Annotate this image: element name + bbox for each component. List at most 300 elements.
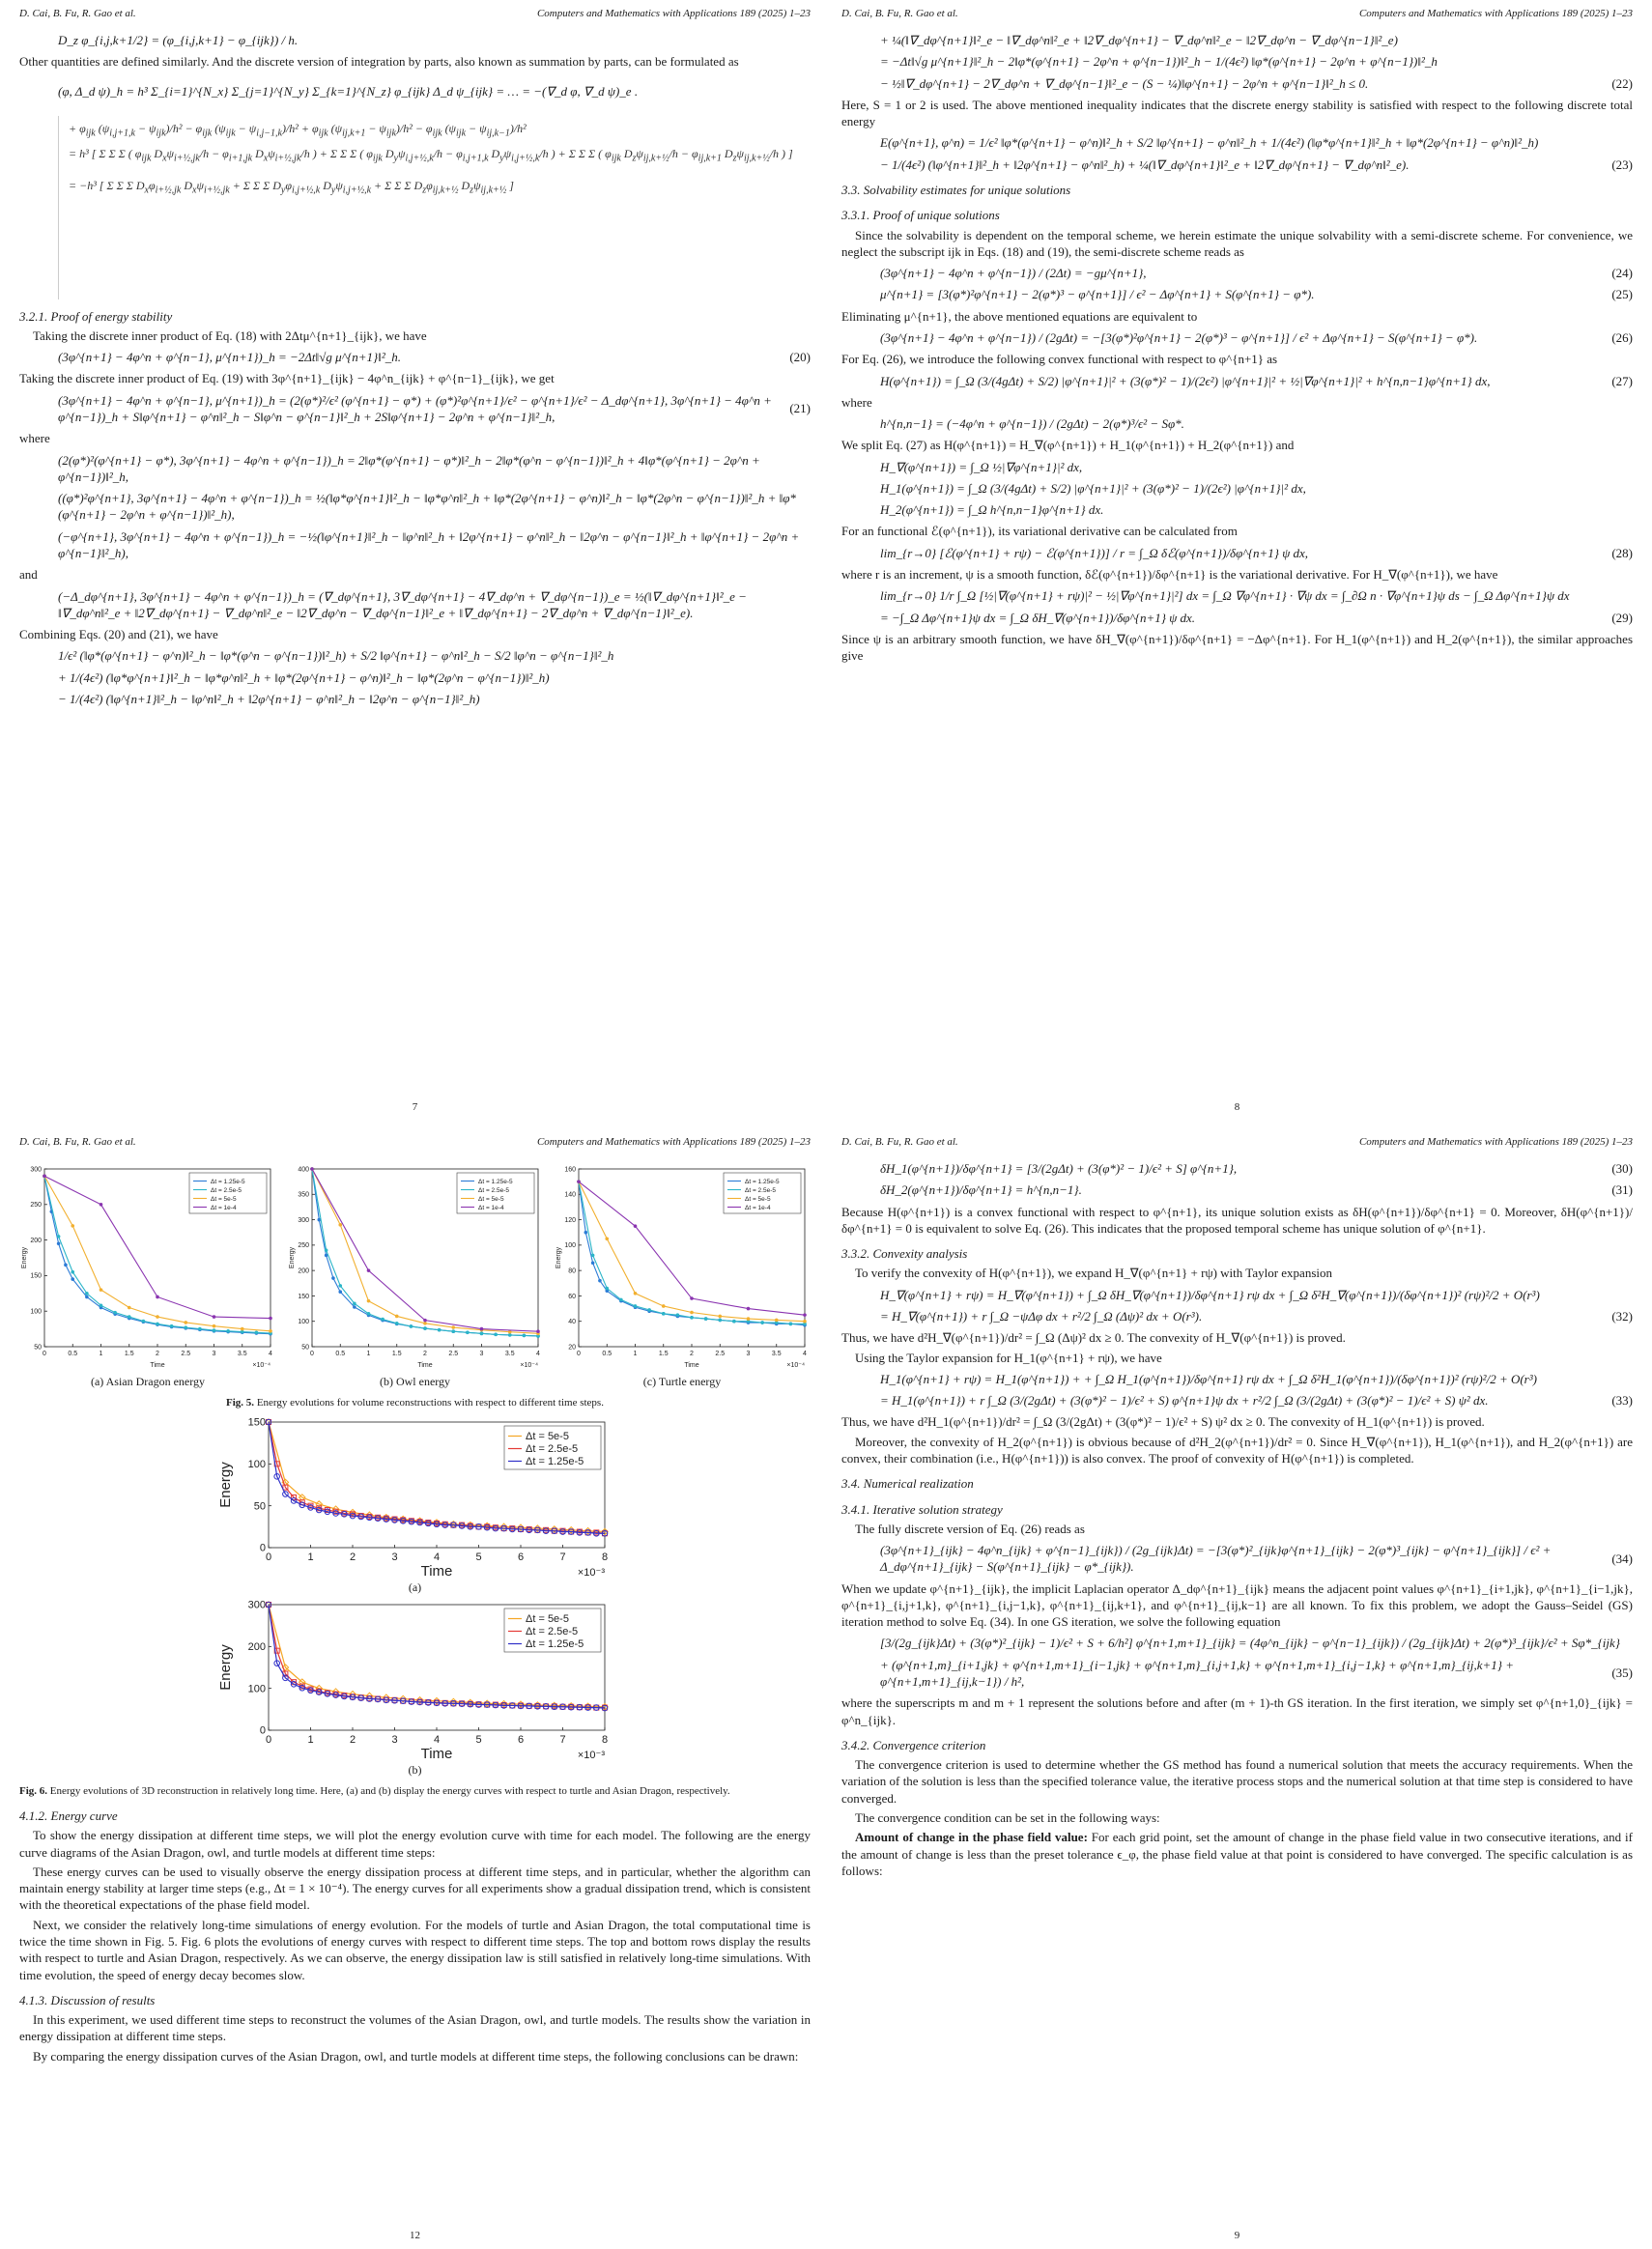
data-point [479, 1327, 483, 1331]
data-point [128, 1315, 131, 1319]
data-point [57, 1241, 61, 1245]
data-point [704, 1317, 708, 1321]
data-point [634, 1304, 638, 1308]
equation: H_2(φ^{n+1}) = ∫_Ω h^{n,n−1}φ^{n+1} dx. [880, 502, 1104, 518]
paragraph: For Eq. (26), we introduce the following convex functional with respect to φ^{n+1} as [841, 352, 1278, 367]
x-tick-label: 0.5 [334, 1351, 345, 1357]
legend-label: Δt = 2.5e-5 [745, 1186, 776, 1194]
y-tick-label: 50 [253, 1499, 266, 1512]
equation: D_z φ_{i,j,k+1/2} = (φ_{i,j,k+1} − φ_{ijk}) / h. [58, 33, 299, 47]
equation-line: + $\varphi_{ijk}$ $(\psi_{i,j+1,k} - \psi_{ijk})/h^2 - \varphi_{ijk}$ $(\psi_{ijk} - \psi_{i,j-1,k})/h^2 + \varphi_{ijk}$ $(\psi_{ij,k+1} - \psi_{ijk})/h^2 - \varphi_{ijk}$ $(\psi_{ijk} - \psi_{ij,k-1})/h^2$ [69, 121, 527, 138]
x-tick-label: 7 [558, 1551, 566, 1563]
x-axis-label: Time [150, 1362, 165, 1369]
header-journal: Computers and Mathematics with Applications 189 (2025) 1–23 [536, 8, 811, 19]
x-tick-label: 3 [390, 1551, 398, 1563]
figure-5c [554, 1161, 811, 1390]
paragraph: and [19, 567, 38, 583]
figure-5a [19, 1161, 276, 1390]
y-tick-label: 250 [297, 1242, 309, 1250]
data-point [269, 1329, 272, 1333]
paragraph: Next, we consider the relatively long-time simulations of energy evolution. For the models of turtle and Asian Dragon, the total computational time is twice the time shown in Fig. 5. Fig. 6 plots the evolutions of energy curves with respect to different time steps. The top and bottom rows display the results with respect to turtle and Asian Dragon, respectively. As we can observe, the energy dissipation law is still satisfied in relatively long-time simulations. With time evolution, the speed of energy decay becomes slow. [19, 1917, 811, 1982]
equation-24: (3φ^{n+1} − 4φ^n + φ^{n−1}) / (2Δt) = −gμ^{n+1}, (24) [880, 266, 1633, 281]
x-tick-label: 7 [558, 1734, 566, 1747]
equation: 1/ϵ² (‖φ*(φ^{n+1} − φ^n)‖²_h − ‖φ*(φ^n − φ^{n−1})‖²_h) + S/2 ‖φ^{n+1} − φ^n‖²_h − S/2 ‖φ^n − φ^{n−1}‖²_h [58, 648, 614, 664]
y-tick-label: 0 [259, 1725, 266, 1738]
subfigure-caption: (b) Owl energy [379, 1374, 451, 1388]
y-tick-label: 100 [30, 1308, 42, 1316]
data-point [591, 1254, 595, 1258]
running-header [841, 8, 1633, 19]
equation-line: = h³ [ Σ Σ Σ ( $\varphi_{ijk}$ $D_x\psi_{i+\frac{1}{2},jk}/h - \varphi_{i+1,jk}$ $D_x\psi_{i+\frac{1}{2},jk}/h$ ) + Σ Σ Σ ( $\varphi_{ijk}$ $D_y\psi_{i,j+\frac{1}{2},k}/h - \varphi_{i,j+1,k}$ $D_y\psi_{i,j+\frac{1}{2},k}/h$ ) + Σ Σ Σ ( $\varphi_{ijk}$ $D_z\psi_{ij,k+\frac{1}{2}}/h - \varphi_{ij,k+1}$ $D_z\psi_{ij,k+\frac{1}{2}}/h$ ) ] [69, 147, 793, 164]
chart-turtle-long-time [213, 1416, 618, 1579]
y-tick-label: 40 [568, 1319, 576, 1326]
data-point [142, 1320, 146, 1324]
data-point [113, 1311, 117, 1315]
paragraph: The convergence condition can be set in the following ways: [855, 1810, 1160, 1825]
legend-label: Δt = 1.25e-5 [211, 1178, 245, 1185]
y-tick-label: 50 [34, 1344, 42, 1352]
legend-label: Δt = 2.5e-5 [525, 1442, 578, 1455]
section-heading: 3.3.2. Convexity analysis [841, 1246, 968, 1262]
y-tick-label: 60 [568, 1293, 576, 1300]
data-point [394, 1315, 398, 1319]
figure-5 [19, 1161, 811, 1390]
data-point [789, 1323, 793, 1326]
data-point [451, 1325, 455, 1329]
equation-28: lim_{r→0} [ℰ(φ^{n+1} + rψ) − ℰ(φ^{n+1})] / r = ∫_Ω δℰ(φ^{n+1})/δφ^{n+1} ψ dx, (28) [880, 545, 1633, 560]
paragraph: The fully discrete version of Eq. (26) reads as [855, 1521, 1085, 1536]
x-tick-label: 2.5 [181, 1351, 191, 1357]
paragraph: When we update φ^{n+1}_{ijk}, the implicit Laplacian operator Δ_dφ^{n+1}_{ijk} means the adjacent point values φ^{n+1}_{i+1,jk}, φ^{n+1}_{i−1,jk}, φ^{n+1}_{i,j+1,k}, φ^{n+1}_{i,j−1,k}, φ^{n+1}_{ij,k+1}, and φ^{n+1}_{ij,k−1} are all known. To fix this problem, we adopt the Gauss–Seidel (GS) iteration method to solve Eq. (34). In one GS iteration, we solve the following equation [841, 1580, 1633, 1630]
data-point [100, 1203, 103, 1207]
section-heading: 3.4.1. Iterative solution strategy [841, 1501, 1003, 1517]
y-tick-label: 300 [30, 1166, 42, 1174]
legend-label: Δt = 5e-5 [745, 1195, 771, 1203]
data-point [100, 1288, 103, 1292]
x-tick-label: 0 [43, 1351, 46, 1357]
y-tick-label: 150 [247, 1416, 266, 1429]
equation: lim_{r→0} 1/r ∫_Ω [½|∇(φ^{n+1} + rψ)|² − ½|∇φ^{n+1}|²] dx = ∫_Ω ∇φ^{n+1} · ∇ψ dx = ∫_∂Ω n · ∇φ^{n+1}ψ ds − ∫_Ω Δφ^{n+1}ψ dx [880, 588, 1570, 604]
paragraph: Taking the discrete inner product of Eq. (19) with 3φ^{n+1}_{ijk} − 4φ^n_{ijk} + φ^{n−1}_{ijk}, we get [19, 371, 555, 386]
x-tick-label: 3 [390, 1734, 398, 1747]
data-point [676, 1313, 680, 1317]
section-heading: 3.3.1. Proof of unique solutions [841, 208, 1000, 223]
data-point [605, 1287, 609, 1291]
x-tick-label: 2.5 [447, 1351, 458, 1357]
data-point [156, 1315, 159, 1319]
data-point [366, 1312, 370, 1316]
data-point [366, 1268, 370, 1272]
subfigure-caption: (a) [408, 1580, 422, 1594]
x-tick-label: 0 [577, 1351, 581, 1357]
data-point [310, 1167, 314, 1171]
paragraph: where r is an increment, ψ is a smooth function, δℰ(φ^{n+1})/δφ^{n+1} is the variational derivative. For H_∇(φ^{n+1}), we have [841, 567, 1498, 583]
equation-27: H(φ^{n+1}) = ∫_Ω (3/(4gΔt) + S/2) |φ^{n+1}|² + (3(φ*)² − 1)/(2ϵ²) |φ^{n+1}|² + ½|∇φ^{n+1}|² + h^{n,n−1}φ^{n+1} dx, (27) [880, 373, 1633, 388]
data-point [338, 1290, 342, 1294]
equation-line: = −h³ [ Σ Σ Σ $D_x\varphi_{i+\frac{1}{2},jk}$ $D_x\psi_{i+\frac{1}{2},jk} + \Sigma$ Σ Σ $D_y\varphi_{i,j+\frac{1}{2},k}$ $D_y\psi_{i,j+\frac{1}{2},k} + \Sigma$ Σ Σ $D_z\varphi_{ij,k+\frac{1}{2}}$ $D_z\psi_{ij,k+\frac{1}{2}}$ ] [69, 178, 514, 196]
figure-5b [287, 1161, 544, 1390]
data-point [423, 1326, 427, 1330]
equation: H_1(φ^{n+1}) = ∫_Ω (3/(4gΔt) + S/2) |φ^{n+1}|² + (3(φ*)² − 1)/(2ϵ²) |φ^{n+1}|² dx, [880, 480, 1306, 496]
equation: (−Δ_dφ^{n+1}, 3φ^{n+1} − 4φ^n + φ^{n−1})_h = (∇_dφ^{n+1}, 3∇_dφ^{n+1} − 4∇_dφ^n + ∇_dφ^{n−1})_e = ½(‖∇_dφ^{n+1}‖²_e − ‖∇_dφ^n‖²_e + ‖2∇_dφ^{n+1} − ∇_dφ^n‖²_e − ‖2∇_dφ^n − ∇_dφ^{n−1}‖²_e + ‖∇_dφ^{n+1} − 2∇_dφ^n + ∇_dφ^{n−1}‖²_e). [58, 588, 747, 620]
data-point [184, 1321, 187, 1324]
data-point [423, 1322, 427, 1325]
page-number: 9 [1234, 2230, 1240, 2241]
paragraph: Eliminating μ^{n+1}, the above mentioned equations are equivalent to [841, 308, 1198, 324]
data-point [479, 1332, 483, 1336]
equation: H_1(φ^{n+1} + rψ) = H_1(φ^{n+1}) + + ∫_Ω H_1(φ^{n+1})/δφ^{n+1} rψ dx + ∫_Ω δ²H_1(φ^{n+1})/(δφ^{n+1})² (rψ)²/2 + O(r³) [880, 1371, 1537, 1386]
data-point [213, 1324, 216, 1328]
data-point [591, 1261, 595, 1265]
paragraph: where [841, 394, 872, 410]
data-point [100, 1304, 103, 1308]
legend-label: Δt = 1.25e-5 [477, 1178, 513, 1185]
paragraph: These energy curves can be used to visually observe the energy dissipation process at different time steps, and in particular, whether the algorithm can maintain energy stability at larger time steps (e.g., Δt = 1 × 10⁻⁴). The energy curves for all experiments show a gradual dissipation trend, which is consistent with the theoretical expectations of the phase field model. [19, 1864, 811, 1913]
equation: [3/(2g_{ijk}Δt) + (3(φ*)²_{ijk} − 1)/ϵ² + S + 6/h²] φ^{n+1,m+1}_{ijk} = (4φ^n_{ijk} − φ^{n−1}_{ijk}) / (2g_{ijk}Δt) + 2(φ*)³_{ijk}/ϵ² + Sφ*_{ijk} [880, 1636, 1620, 1651]
data-point [619, 1298, 623, 1302]
data-point [718, 1315, 722, 1319]
legend-label: Δt = 5e-5 [477, 1195, 504, 1203]
data-point [184, 1325, 187, 1329]
data-point [128, 1306, 131, 1310]
y-tick-label: 160 [564, 1166, 576, 1174]
x-multiplier: ×10⁻³ [577, 1750, 605, 1762]
data-point [466, 1330, 470, 1334]
equation-20: (3φ^{n+1} − 4φ^n + φ^{n−1}, μ^{n+1})_h = −2Δt‖√g μ^{n+1}‖²_h. (20) [58, 350, 811, 365]
data-point [605, 1237, 609, 1240]
header-journal: Computers and Mathematics with Applications 189 (2025) 1–23 [536, 1136, 811, 1148]
equation-33: = H_1(φ^{n+1}) + r ∫_Ω (3/(2gΔt) + (3(φ*)² − 1)/ϵ² + S) φ^{n+1}ψ dx + r²/2 ∫_Ω (3/(2gΔt) + (3(φ*)² − 1)/ϵ² + S) ψ² dx. (33) [880, 1393, 1633, 1409]
x-tick-label: 0 [309, 1351, 314, 1357]
page-12 [8, 1132, 822, 2245]
paragraph: Using the Taylor expansion for H_1(φ^{n+1} + rψ), we have [855, 1350, 1162, 1365]
y-tick-label: 200 [297, 1267, 309, 1275]
x-tick-label: 2 [349, 1734, 356, 1747]
equation-23: − 1/(4ϵ²) (‖φ^{n+1}‖²_h + ‖2φ^{n+1} − φ^n‖²_h) + ¼(‖∇_dφ^{n+1}‖²_e + ‖2∇_dφ^{n+1} − ∇_dφ^n‖²_e). (23) [880, 157, 1633, 172]
legend-label: Δt = 1e-4 [211, 1204, 237, 1211]
paragraph: Combining Eqs. (20) and (21), we have [19, 627, 218, 642]
x-tick-label: 5 [474, 1551, 482, 1563]
equation-block-expansion [58, 116, 811, 299]
legend-label: Δt = 2.5e-5 [525, 1626, 578, 1638]
data-point [156, 1323, 159, 1326]
x-tick-label: 6 [517, 1734, 524, 1747]
legend-label: Δt = 2.5e-5 [211, 1186, 242, 1194]
data-point [507, 1333, 511, 1337]
equation-26: (3φ^{n+1} − 4φ^n + φ^{n−1}) / (2gΔt) = −[3(φ*)²φ^{n+1} − 2(φ*)³ − φ^{n+1}] / ϵ² + Δφ^{n+1} − S(φ^{n+1} − φ*). (26) [880, 329, 1633, 345]
x-tick-label: 1.5 [391, 1351, 402, 1357]
y-tick-label: 100 [247, 1458, 266, 1470]
y-tick-label: 140 [564, 1191, 576, 1199]
x-tick-label: 2 [422, 1351, 427, 1357]
x-tick-label: 2.5 [715, 1351, 726, 1357]
x-tick-label: 3 [746, 1351, 751, 1357]
x-tick-label: 4 [803, 1351, 807, 1357]
x-tick-label: 1 [633, 1351, 638, 1357]
legend-label: Δt = 1e-4 [745, 1204, 771, 1211]
paragraph: Because H(φ^{n+1}) is a convex functional with respect to φ^{n+1}, its unique solution exists as δH(φ^{n+1})/δφ^{n+1} = 0. Moreover, δH(φ^{n+1})/δφ^{n+1} = 0 is equivalent to solve Eq. (26). This indicates that the proposed temporal scheme has unique solution of φ^{n+1}. [841, 1204, 1633, 1236]
data-point [170, 1324, 174, 1328]
data-point [494, 1333, 498, 1337]
data-point [718, 1319, 722, 1323]
x-tick-label: 4 [269, 1351, 272, 1357]
data-point [381, 1318, 385, 1322]
data-point [747, 1307, 751, 1311]
data-point [690, 1296, 694, 1300]
equation-29: = −∫_Ω Δφ^{n+1}ψ dx = ∫_Ω δH_∇(φ^{n+1})/δφ^{n+1} ψ dx. (29) [880, 610, 1633, 625]
header-authors: D. Cai, B. Fu, R. Gao et al. [841, 8, 958, 19]
y-tick-label: 150 [30, 1272, 42, 1280]
x-multiplier: ×10⁻⁴ [519, 1362, 538, 1369]
y-axis-label: Energy [216, 1461, 234, 1508]
subfigure-caption: (a) Asian Dragon energy [90, 1374, 206, 1388]
equation-35: + (φ^{n+1,m}_{i+1,jk} + φ^{n+1,m+1}_{i−1,jk} + φ^{n+1,m}_{i,j+1,k} + φ^{n+1,m+1}_{i,j−1,k} + φ^{n+1,m}_{ij,k+1} + φ^{n+1,m+1}_{ij,k−1}) / h², (35) [880, 1657, 1633, 1690]
data-point [198, 1327, 202, 1331]
equation: H_∇(φ^{n+1}) = ∫_Ω ½|∇φ^{n+1}|² dx, [880, 459, 1083, 474]
data-point [71, 1224, 74, 1228]
x-tick-label: 4 [535, 1351, 540, 1357]
data-point [584, 1231, 588, 1235]
paragraph: Other quantities are defined similarly. And the discrete version of integration by parts, also known as summation by parts, can be formulated as [19, 54, 739, 70]
data-point [598, 1279, 602, 1283]
x-tick-label: 2 [349, 1551, 356, 1563]
equation-34: (3φ^{n+1}_{ijk} − 4φ^n_{ijk} + φ^{n−1}_{ijk}) / (2g_{ijk}Δt) = −[3(φ*)²_{ijk}φ^{n+1}_{ijk} − 2(φ*)³_{ijk} − φ^{n+1}_{ijk}] / ϵ² + Δ_dφ^{n+1}_{ijk} − S(φ^{n+1}_{ijk} − φ*_{ijk}). (34) [880, 1543, 1633, 1575]
x-tick-label: 0.5 [68, 1351, 78, 1357]
y-tick-label: 80 [568, 1267, 576, 1275]
data-point [213, 1315, 216, 1319]
data-point [803, 1313, 807, 1317]
y-tick-label: 300 [247, 1600, 266, 1612]
data-point [690, 1311, 694, 1315]
section-heading: 3.2.1. Proof of energy stability [19, 308, 173, 324]
legend-label: Δt = 1.25e-5 [745, 1178, 780, 1185]
paragraph: Thus, we have d²H_∇(φ^{n+1})/dr² = ∫_Ω (Δψ)² dx ≥ 0. The convexity of H_∇(φ^{n+1}) is proved. [841, 1330, 1346, 1346]
x-tick-label: 1 [99, 1351, 103, 1357]
data-point [647, 1308, 651, 1312]
legend-label: Δt = 1e-4 [477, 1204, 504, 1211]
data-point [324, 1248, 328, 1252]
y-tick-label: 350 [297, 1191, 309, 1199]
page-8 [830, 4, 1644, 1117]
data-point [522, 1334, 526, 1338]
y-axis-label: Energy [288, 1246, 296, 1269]
data-point [338, 1223, 342, 1227]
equation-summation-by-parts: (φ, Δ_d ψ)_h = h³ Σ_{i=1}^{N_x} Σ_{j=1}^{N_y} Σ_{k=1}^{N_z} φ_{ijk} Δ_d ψ_{ijk} = … = −(∇_d φ, ∇_d ψ)_e . [58, 83, 639, 99]
data-point [634, 1292, 638, 1295]
data-point [451, 1329, 455, 1333]
data-point [366, 1299, 370, 1303]
data-point [241, 1327, 244, 1331]
data-point [690, 1316, 694, 1320]
header-authors: D. Cai, B. Fu, R. Gao et al. [841, 1136, 958, 1148]
paragraph: Moreover, the convexity of H_2(φ^{n+1}) is obvious because of d²H_2(φ^{n+1})/dr² = 0. Since H_∇(φ^{n+1}), H_1(φ^{n+1}), and H_2(φ^{n+1}) are convex, their combination (i.e., H(φ^{n+1})) is also convex. The proof of convexity of H(φ^{n+1}) is completed. [841, 1434, 1633, 1466]
x-tick-label: 8 [601, 1734, 608, 1747]
bold-lead: Amount of change in the phase field value: [855, 1830, 1088, 1845]
x-tick-label: 3 [212, 1351, 216, 1357]
x-tick-label: 0 [265, 1734, 271, 1747]
paragraph: where [19, 431, 50, 446]
x-tick-label: 3.5 [771, 1351, 782, 1357]
equation-30: δH_1(φ^{n+1})/δφ^{n+1} = [3/(2gΔt) + (3(φ*)² − 1)/ϵ² + S] φ^{n+1}, (30) [880, 1161, 1633, 1176]
page-9 [830, 1132, 1644, 2245]
data-point [437, 1328, 441, 1332]
equation: (2(φ*)²(φ^{n+1} − φ*), 3φ^{n+1} − 4φ^n + φ^{n−1})_h = 2‖φ*(φ^{n+1} − φ*)‖²_h − 2‖φ*(φ^n − φ^{n−1})‖²_h + 4‖φ*(φ^{n+1} − 2φ^n + φ^{n−1})‖²_h, [58, 452, 760, 484]
x-tick-label: 3 [479, 1351, 483, 1357]
paragraph: In this experiment, we used different time steps to reconstruct the volumes of the Asian Dragon, owl, and turtle models. The results show the variation in energy dissipation at different time steps. [19, 2012, 811, 2044]
x-tick-label: 2 [690, 1351, 694, 1357]
legend-label: Δt = 1.25e-5 [525, 1455, 584, 1467]
paragraph: where the superscripts m and m + 1 represent the solutions before and after (m + 1)-th GS iteration. In the first iteration, we simply set φ^{n+1,0}_{ijk} = φ^n_{ijk}. [841, 1695, 1633, 1727]
running-header [841, 1136, 1633, 1148]
legend-label: Δt = 5e-5 [525, 1613, 569, 1626]
equation: E(φ^{n+1}, φ^n) = 1/ϵ² ‖φ*(φ^{n+1} − φ^n)‖²_h + S/2 ‖φ^{n+1} − φ^n‖²_h + 1/(4ϵ²) (‖φ*φ^{n+1}‖²_h + ‖φ*(2φ^{n+1} − φ^n)‖²_h) [880, 135, 1539, 151]
y-tick-label: 20 [568, 1344, 576, 1352]
equation: h^{n,n−1} = (−4φ^n + φ^{n−1}) / (2gΔt) − 2(φ*)³/ϵ² − Sφ*. [880, 416, 1184, 432]
data-point [803, 1320, 807, 1324]
paragraph: Amount of change in the phase field value: For each grid point, set the amount of change in the phase field value in two consecutive iterations, and if the amount of change is less than the preset tolerance ϵ_φ, the phase field value at that point is considered to have converged. The specific calculation is as follows: [841, 1830, 1633, 1878]
chart-asian-dragon-energy [19, 1161, 276, 1370]
equation: ((φ*)²φ^{n+1}, 3φ^{n+1} − 4φ^n + φ^{n−1})_h = ½(‖φ*φ^{n+1}‖²_h − ‖φ*φ^n‖²_h + ‖φ*(2φ^{n+1} − φ^n)‖²_h − ‖φ*(2φ^n − φ^{n−1})‖²_h + ‖φ*(φ^{n+1} − 2φ^n + φ^{n−1})‖²_h), [58, 491, 796, 523]
section-heading: 4.1.3. Discussion of results [19, 1992, 156, 2007]
x-multiplier: ×10⁻⁴ [786, 1362, 805, 1369]
data-point [760, 1321, 764, 1324]
equation: (−φ^{n+1}, 3φ^{n+1} − 4φ^n + φ^{n−1})_h = −½(‖φ^{n+1}‖²_h − ‖φ^n‖²_h + ‖2φ^{n+1} − φ^n‖²_h − ‖2φ^n − φ^{n−1}‖²_h + ‖φ^{n+1} − 2φ^n + φ^{n−1}‖²_h), [58, 528, 800, 560]
equation-31: δH_2(φ^{n+1})/δφ^{n+1} = h^{n,n−1}. (31) [880, 1182, 1633, 1198]
equation: H_∇(φ^{n+1} + rψ) = H_∇(φ^{n+1}) + ∫_Ω δH_∇(φ^{n+1})/δφ^{n+1} rψ dx + ∫_Ω δ²H_∇(φ^{n+1})/(δφ^{n+1})² (rψ)²/2 + O(r³) [880, 1287, 1540, 1302]
y-tick-label: 100 [247, 1683, 266, 1695]
subfigure-caption: (c) Turtle energy [642, 1374, 722, 1388]
page-number: 8 [1234, 1101, 1240, 1113]
y-tick-label: 300 [297, 1216, 309, 1224]
data-point [353, 1305, 356, 1309]
equation: + 1/(4ϵ²) (‖φ*φ^{n+1}‖²_h − ‖φ*φ^n‖²_h + ‖φ*(2φ^{n+1} − φ^n)‖²_h − ‖φ*(2φ^n − φ^{n−1})‖²_h) [58, 669, 550, 685]
y-tick-label: 100 [297, 1319, 309, 1326]
x-tick-label: 3.5 [237, 1351, 247, 1357]
x-axis-label: Time [684, 1362, 699, 1369]
x-tick-label: 4 [433, 1551, 440, 1563]
paragraph: The convergence criterion is used to determine whether the GS method has found a numerical solution that meets the accuracy requirements. When the variation of the solution is less than the specified tolerance value, the iterative process stops and the numerical solution at that time step is considered to have converged. [841, 1757, 1633, 1806]
x-multiplier: ×10⁻³ [577, 1566, 605, 1579]
x-axis-label: Time [416, 1362, 433, 1369]
x-multiplier: ×10⁻⁴ [252, 1362, 271, 1369]
x-tick-label: 3.5 [504, 1351, 515, 1357]
paragraph: By comparing the energy dissipation curves of the Asian Dragon, owl, and turtle models at different time steps, the following conclusions can be drawn: [33, 2048, 799, 2064]
data-point [255, 1330, 259, 1334]
equation-22: − ½‖∇_dφ^{n+1} − 2∇_dφ^n + ∇_dφ^{n−1}‖²_e − (S − ¼)‖φ^{n+1} − 2φ^n + φ^{n−1}‖²_h ≤ 0. (22) [880, 75, 1633, 91]
page-number: 7 [412, 1101, 418, 1113]
figure-caption: Fig. 5. Energy evolutions for volume reconstructions with respect to different time steps. [226, 1396, 604, 1409]
data-point [394, 1322, 398, 1325]
section-heading: 4.1.2. Energy curve [19, 1808, 118, 1824]
data-point [226, 1329, 230, 1333]
paragraph: Thus, we have d²H_1(φ^{n+1})/dr² = ∫_Ω (3/(2gΔt) + (3(φ*)² − 1)/ϵ² + S) ψ² dx ≥ 0. The convexity of H_1(φ^{n+1}) is proved. [841, 1414, 1485, 1430]
y-tick-label: 250 [30, 1202, 42, 1210]
equation: + ¼(‖∇_dφ^{n+1}‖²_e − ‖∇_dφ^n‖²_e + ‖2∇_dφ^{n+1} − ∇_dφ^n‖²_e − ‖2∇_dφ^n − ∇_dφ^{n−1}‖²_e) [880, 33, 1398, 47]
x-tick-label: 2 [156, 1351, 159, 1357]
y-tick-label: 150 [297, 1293, 309, 1300]
x-tick-label: 1 [306, 1734, 314, 1747]
x-tick-label: 5 [474, 1734, 482, 1747]
equation-32: = H_∇(φ^{n+1}) + r ∫_Ω −ψΔφ dx + r²/2 ∫_Ω (Δψ)² dx + O(r³). (32) [880, 1308, 1633, 1324]
data-point [85, 1292, 89, 1295]
data-point [43, 1175, 46, 1179]
data-point [156, 1295, 159, 1299]
paragraph: Taking the discrete inner product of Eq. (18) with 2Δtμ^{n+1}_{ijk}, we have [33, 327, 427, 343]
y-tick-label: 200 [30, 1237, 42, 1244]
data-point [662, 1312, 666, 1316]
header-authors: D. Cai, B. Fu, R. Gao et al. [19, 1136, 136, 1148]
data-point [409, 1324, 413, 1328]
data-point [732, 1320, 736, 1324]
y-tick-label: 400 [297, 1166, 309, 1174]
data-point [331, 1276, 335, 1280]
paragraph: Since the solvability is dependent on the temporal scheme, we herein estimate the unique solvability with a semi-discrete scheme. For convenience, we neglect the subscript ijk in Eqs. (18) and (19), the semi-discrete scheme reads as [841, 227, 1633, 259]
data-point [71, 1277, 74, 1281]
data-point [634, 1224, 638, 1228]
data-point [536, 1329, 540, 1333]
legend-label: Δt = 1.25e-5 [525, 1638, 584, 1651]
paragraph: We split Eq. (27) as H(φ^{n+1}) = H_∇(φ^{n+1}) + H_1(φ^{n+1}) + H_2(φ^{n+1}) and [841, 438, 1295, 453]
y-tick-label: 0 [259, 1542, 266, 1554]
equation: = −Δt‖√g μ^{n+1}‖²_h − 2‖φ*(φ^{n+1} − 2φ^n + φ^{n−1})‖²_h − 1/(4ϵ²) ‖φ*(φ^{n+1} − 2φ^n + φ^{n−1})‖²_h [880, 54, 1438, 70]
x-tick-label: 4 [433, 1734, 440, 1747]
data-point [269, 1317, 272, 1321]
section-heading: 3.4. Numerical realization [841, 1476, 974, 1492]
header-journal: Computers and Mathematics with Applications 189 (2025) 1–23 [1358, 8, 1633, 19]
x-tick-label: 1.5 [658, 1351, 669, 1357]
section-heading: 3.4.2. Convergence criterion [841, 1737, 986, 1752]
data-point [577, 1180, 581, 1183]
equation-21: (3φ^{n+1} − 4φ^n + φ^{n−1}, μ^{n+1})_h = (2(φ*)²/ϵ² (φ^{n+1} − φ*) + (φ*)²φ^{n+1}/ϵ² − φ^{n+1}/ϵ² − Δ_dφ^{n+1}, 3φ^{n+1} − 4φ^n + φ^{n−1})_h + S‖φ^{n+1} − φ^n‖²_h − S‖φ^n − φ^{n−1}‖²_h + 2S‖φ^{n+1} − 2φ^n + φ^{n−1}‖²_h, (21) [58, 392, 811, 424]
header-journal: Computers and Mathematics with Applications 189 (2025) 1–23 [1358, 1136, 1633, 1148]
x-tick-label: 0.5 [602, 1351, 612, 1357]
x-tick-label: 8 [601, 1551, 608, 1563]
paragraph: To verify the convexity of H(φ^{n+1}), we expand H_∇(φ^{n+1} + rψ) with Taylor expansion [855, 1266, 1332, 1281]
y-tick-label: 100 [564, 1242, 576, 1250]
equation-25: μ^{n+1} = [3(φ*)²φ^{n+1} − 2(φ*)³ − φ^{n+1}] / ϵ² − Δφ^{n+1} + S(φ^{n+1} − φ*). (25) [880, 287, 1633, 302]
paragraph: For an functional ℰ(φ^{n+1}), its variational derivative can be calculated from [841, 524, 1238, 539]
x-tick-label: 0 [265, 1551, 271, 1563]
legend-label: Δt = 2.5e-5 [477, 1186, 509, 1194]
equation: − 1/(4ϵ²) (‖φ^{n+1}‖²_h − ‖φ^n‖²_h + ‖2φ^{n+1} − φ^n‖²_h − ‖2φ^n − φ^{n−1}‖²_h) [58, 691, 480, 706]
legend-label: Δt = 5e-5 [525, 1430, 569, 1442]
y-axis-label: Energy [21, 1246, 28, 1269]
x-tick-label: 1 [366, 1351, 370, 1357]
data-point [747, 1317, 751, 1321]
running-header [19, 1136, 811, 1148]
data-point [423, 1319, 427, 1323]
paragraph: Since ψ is an arbitrary smooth function, we have δH_∇(φ^{n+1})/δφ^{n+1} = −Δφ^{n+1}. For H_1(φ^{n+1}) and H_2(φ^{n+1}), the similar approaches give [841, 631, 1633, 664]
data-point [71, 1270, 74, 1274]
y-tick-label: 50 [300, 1344, 309, 1352]
page-number: 12 [410, 2230, 420, 2241]
data-point [57, 1235, 61, 1238]
chart-asian-dragon-long-time [213, 1599, 618, 1761]
y-tick-label: 120 [564, 1216, 576, 1224]
data-point [775, 1319, 779, 1323]
running-header [19, 8, 811, 19]
section-heading: 3.3. Solvability estimates for unique solutions [841, 182, 1071, 197]
data-point [353, 1302, 356, 1306]
y-axis-label: Energy [216, 1644, 234, 1692]
x-axis-label: Time [420, 1746, 452, 1762]
chart-owl-energy [287, 1161, 544, 1370]
figure-caption: Fig. 6. Energy evolutions of 3D reconstruction in relatively long time. Here, (a) and (b) display the energy curves with respect to turtle and Asian Dragon, respectively. [19, 1785, 730, 1798]
page-7 [8, 4, 822, 1117]
x-tick-label: 1.5 [124, 1351, 134, 1357]
data-point [662, 1304, 666, 1308]
paragraph: Here, S = 1 or 2 is used. The above mentioned inequality indicates that the discrete energy stability is satisfied with respect to the following discrete total energy [841, 97, 1633, 129]
